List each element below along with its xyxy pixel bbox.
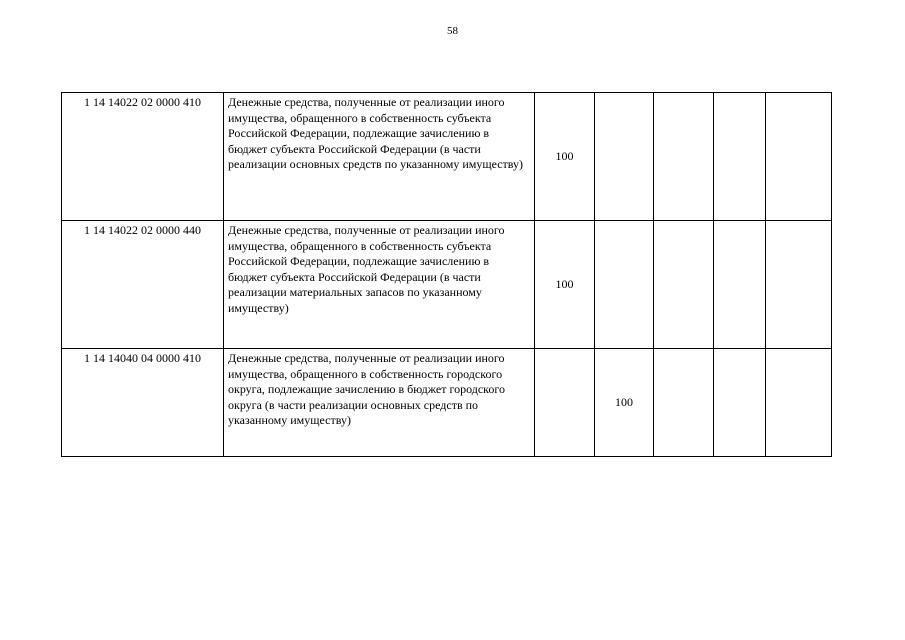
classification-code: 1 14 14022 02 0000 410 bbox=[62, 93, 224, 221]
classification-code: 1 14 14040 04 0000 410 bbox=[62, 349, 224, 457]
value-cell-1: 100 bbox=[535, 221, 595, 349]
table-row bbox=[62, 349, 832, 457]
value-cell-5 bbox=[766, 221, 832, 349]
value-cell-2: 100 bbox=[595, 349, 654, 457]
value-cell-4 bbox=[714, 93, 766, 221]
value-cell-5 bbox=[766, 93, 832, 221]
table-row bbox=[62, 221, 832, 349]
classification-code: 1 14 14022 02 0000 440 bbox=[62, 221, 224, 349]
value-cell-3 bbox=[654, 93, 714, 221]
value-cell-1: 100 bbox=[535, 93, 595, 221]
value-cell-3 bbox=[654, 349, 714, 457]
value-cell-2 bbox=[595, 221, 654, 349]
budget-revenue-table bbox=[61, 92, 832, 457]
page-number: 58 bbox=[447, 25, 458, 37]
revenue-description: Денежные средства, полученные от реализации иного имущества, обращенного в собственность субъекта Российской Федерации, подлежащие зачислению в бюджет субъекта Российской Федерации (в части реализации материальных запасов по указанному имуществу) bbox=[224, 221, 535, 349]
value-cell-4 bbox=[714, 349, 766, 457]
value-cell-2 bbox=[595, 93, 654, 221]
revenue-description: Денежные средства, полученные от реализации иного имущества, обращенного в собственность городского округа, подлежащие зачислению в бюджет городского округа (в части реализации основных средств по указанному имуществу) bbox=[224, 349, 535, 457]
value-cell-5 bbox=[766, 349, 832, 457]
revenue-description: Денежные средства, полученные от реализации иного имущества, обращенного в собственность субъекта Российской Федерации, подлежащие зачислению в бюджет субъекта Российской Федерации (в части реализации основных средств по указанному имуществу) bbox=[224, 93, 535, 221]
table-row bbox=[62, 93, 832, 221]
value-cell-1 bbox=[535, 349, 595, 457]
value-cell-4 bbox=[714, 221, 766, 349]
value-cell-3 bbox=[654, 221, 714, 349]
